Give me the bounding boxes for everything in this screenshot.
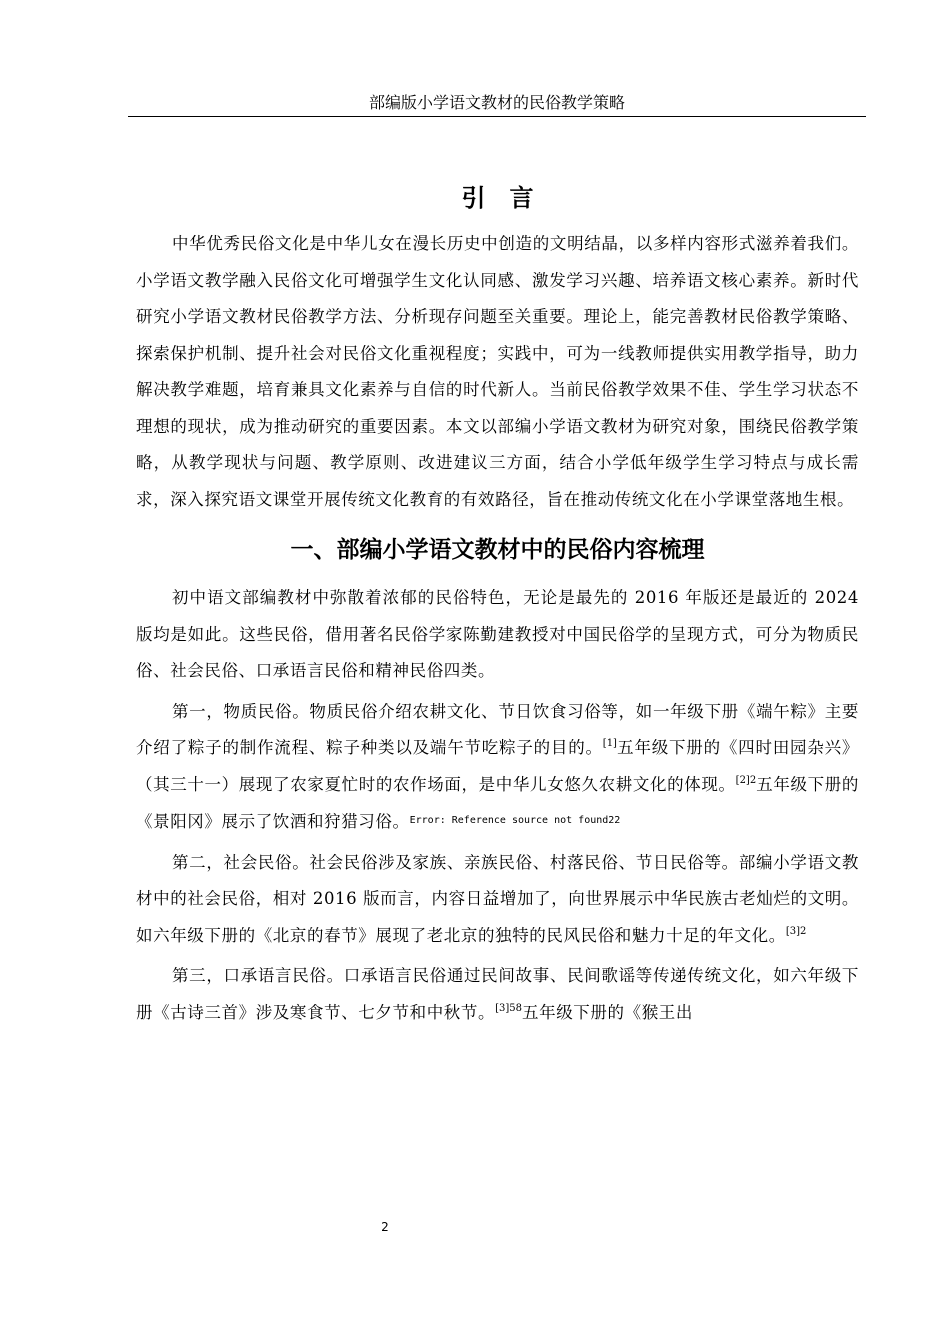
citation: [1]: [602, 738, 617, 749]
page-number: 2: [381, 1220, 389, 1234]
citation: [3]2: [785, 925, 807, 937]
paragraph-text: 五年级下册的《猴王出: [522, 1002, 693, 1022]
section-heading: 一、部编小学语文教材中的民俗内容梳理: [290, 537, 705, 563]
section-paragraph-1: 初中语文部编教材中弥散着浓郁的民俗特色，无论是最先的 2016 年版还是最近的 2024 版均是如此。这些民俗，借用著名民俗学家陈勤建教授对中国民俗学的呈现方式，可分为物质民俗、社会民俗、口承语言民俗和精神民俗四类。: [136, 588, 859, 680]
section-paragraph-4: [136, 958, 859, 1031]
running-header: 部编版小学语文教材的民俗教学策略: [368, 93, 625, 112]
header-rule: [128, 116, 866, 117]
paragraph-text: 五年级下册的《四时田园杂兴》（其三十一）展现了农家夏忙时的农作场面，是中华儿女悠久农耕文化的体现。: [136, 738, 860, 794]
paragraph-text: 第三，口承语言民俗。口承语言民俗通过民间故事、民间歌谣等传递传统文化，如六年级下册《古诗三首》涉及寒食节、七夕节和中秋节。: [136, 966, 859, 1022]
reference-error-note: Error: Reference source not found22: [409, 815, 621, 826]
intro-paragraph: 中华优秀民俗文化是中华儿女在漫长历史中创造的文明结晶，以多样内容形式滋养着我们。小学语文教学融入民俗文化可增强学生文化认同感、激发学习兴趣、培养语文核心素养。新时代研究小学语文教材民俗教学方法、分析现存问题至关重要。理论上，能完善教材民俗教学策略、探索保护机制、提升社会对民俗文化重视程度；实践中，可为一线教师提供实用教学指导，助力解决教学难题，培育兼具文化素养与自信的时代新人。当前民俗教学效果不佳、学生学习状态不理想的现状，成为推动研究的重要因素。本文以部编小学语文教材为研究对象，围绕民俗教学策略，从教学现状与问题、教学原则、改进建议三方面，结合小学低年级学生学习特点与成长需求，深入探究语文课堂开展传统文化教育的有效路径，旨在推动传统文化在小学课堂落地生根。: [136, 234, 859, 509]
paragraph-text: 五年级下册的《景阳冈》展示了饮酒和狩猎习俗。: [136, 774, 860, 831]
section-paragraph-2: [136, 694, 859, 841]
intro-heading: 引言: [461, 184, 558, 212]
section-paragraph-3: [136, 845, 859, 955]
citation: [3]58: [495, 1002, 522, 1014]
page-content: [136, 178, 859, 1035]
citation: [2]2: [735, 774, 757, 786]
paragraph-text: 第二，社会民俗。社会民俗涉及家族、亲族民俗、村落民俗、节日民俗等。部编小学语文教材中的社会民俗，相对 2016 版而言，内容日益增加了，向世界展示中华民族古老灿烂的文明。如六年级下册的《北京的春节》展现了老北京的独特的民风民俗和魅力十足的年文化。: [136, 852, 859, 945]
paragraph-text: 第一，物质民俗。物质民俗介绍农耕文化、节日饮食习俗等，如一年级下册《端午粽》主要介绍了粽子的制作流程、粽子种类以及端午节吃粽子的目的。: [136, 701, 859, 757]
